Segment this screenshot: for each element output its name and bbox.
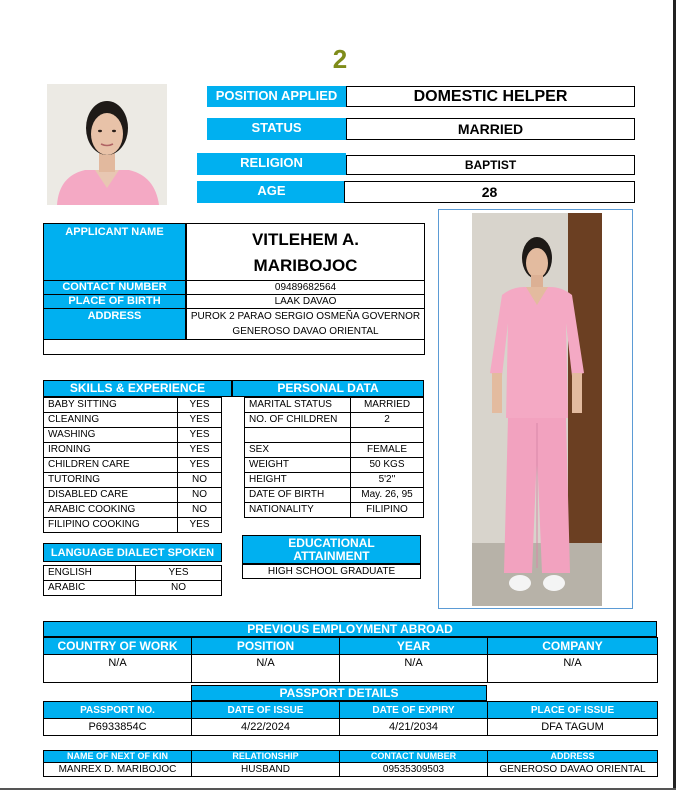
skill-name: WASHING — [44, 428, 178, 443]
employment-header — [44, 638, 658, 655]
kin-header-cell: RELATIONSHIP — [192, 751, 340, 763]
language-title: LANGUAGE DIALECT SPOKEN — [43, 543, 222, 562]
candidate-number: 2 — [332, 44, 348, 74]
employment-row-cell: N/A — [488, 655, 658, 683]
personal-field: DATE OF BIRTH — [245, 488, 351, 503]
address-label: ADDRESS — [43, 308, 186, 340]
employment-row-cell: N/A — [44, 655, 192, 683]
skill-name: DISABLED CARE — [44, 488, 178, 503]
skill-row — [44, 443, 222, 458]
personal-data-table — [244, 397, 424, 518]
personal-row — [245, 488, 424, 503]
age-value: 28 — [344, 181, 635, 203]
personal-field: NATIONALITY — [245, 503, 351, 518]
skills-title: SKILLS & EXPERIENCE — [43, 380, 232, 397]
personal-value: FILIPINO — [351, 503, 424, 518]
employment-row — [44, 655, 658, 683]
passport-row-cell: 4/22/2024 — [192, 719, 340, 736]
skill-value: YES — [178, 443, 222, 458]
language-value: NO — [136, 581, 222, 596]
skill-name: FILIPINO COOKING — [44, 518, 178, 533]
skill-value: YES — [178, 398, 222, 413]
employment-header-cell: COMPANY — [488, 638, 658, 655]
address-line2: GENEROSO DAVAO ORIENTAL — [232, 326, 379, 337]
personal-row — [245, 413, 424, 428]
personal-value: 50 KGS — [351, 458, 424, 473]
skill-name: CLEANING — [44, 413, 178, 428]
personal-value: MARRIED — [351, 398, 424, 413]
applicant-name-label: APPLICANT NAME — [65, 226, 164, 238]
place-of-birth-value: LAAK DAVAO — [186, 294, 425, 309]
address-value — [186, 308, 425, 340]
kin-row-cell: 09535309503 — [340, 763, 488, 777]
language-name: ENGLISH — [44, 566, 136, 581]
employment-table — [43, 637, 658, 683]
personal-row — [245, 503, 424, 518]
skill-name: TUTORING — [44, 473, 178, 488]
passport-header — [44, 702, 658, 719]
skill-row — [44, 398, 222, 413]
kin-header-cell: ADDRESS — [488, 751, 658, 763]
personal-row — [245, 443, 424, 458]
contact-number-label: CONTACT NUMBER — [43, 280, 186, 295]
employment-header-cell: YEAR — [340, 638, 488, 655]
personal-field: MARITAL STATUS — [245, 398, 351, 413]
kin-header-cell: NAME OF NEXT OF KIN — [44, 751, 192, 763]
personal-row — [245, 398, 424, 413]
personal-data-title: PERSONAL DATA — [232, 380, 424, 397]
passport-table — [43, 701, 658, 736]
personal-field: WEIGHT — [245, 458, 351, 473]
skill-name: BABY SITTING — [44, 398, 178, 413]
applicant-name-line2: MARIBOJOC — [253, 256, 358, 275]
skill-value: NO — [178, 473, 222, 488]
full-body-photo-frame — [438, 209, 633, 609]
skill-value: NO — [178, 488, 222, 503]
passport-header-cell: PLACE OF ISSUE — [488, 702, 658, 719]
personal-field: SEX — [245, 443, 351, 458]
skill-value: YES — [178, 518, 222, 533]
personal-value: May. 26, 95 — [351, 488, 424, 503]
kin-row-cell: MANREX D. MARIBOJOC — [44, 763, 192, 777]
kin-row-cell: HUSBAND — [192, 763, 340, 777]
language-row — [44, 581, 222, 596]
skill-value: YES — [178, 413, 222, 428]
language-value: YES — [136, 566, 222, 581]
skill-name: CHILDREN CARE — [44, 458, 178, 473]
full-body-photo — [472, 213, 602, 606]
status-value: MARRIED — [346, 118, 635, 140]
position-applied-label: POSITION APPLIED — [207, 86, 346, 107]
language-table — [43, 565, 222, 596]
skill-row — [44, 503, 222, 518]
personal-row — [245, 473, 424, 488]
education-value: HIGH SCHOOL GRADUATE — [242, 564, 421, 579]
personal-value: 5'2'' — [351, 473, 424, 488]
education-title — [242, 535, 421, 564]
skill-row — [44, 458, 222, 473]
employment-header-cell: COUNTRY OF WORK — [44, 638, 192, 655]
skills-table — [43, 397, 222, 533]
passport-header-cell: DATE OF ISSUE — [192, 702, 340, 719]
passport-row-cell: DFA TAGUM — [488, 719, 658, 736]
skill-value: YES — [178, 428, 222, 443]
applicant-blank-row — [43, 339, 425, 355]
position-applied-value: DOMESTIC HELPER — [346, 86, 635, 107]
kin-header — [44, 751, 658, 763]
skill-name: ARABIC COOKING — [44, 503, 178, 518]
kin-row-cell: GENEROSO DAVAO ORIENTAL — [488, 763, 658, 777]
education-title-line2: ATTAINMENT — [293, 549, 370, 563]
skill-value: YES — [178, 458, 222, 473]
personal-field — [245, 428, 351, 443]
skill-value: NO — [178, 503, 222, 518]
applicant-name-line1: VITLEHEM A. — [251, 230, 360, 249]
skill-row — [44, 473, 222, 488]
passport-title: PASSPORT DETAILS — [191, 685, 487, 701]
address-line1: PUROK 2 PARAO SERGIO OSMEÑA GOVERNOR — [190, 311, 421, 322]
employment-title: PREVIOUS EMPLOYMENT ABROAD — [43, 621, 657, 637]
education-title-line1: EDUCATIONAL — [288, 536, 375, 550]
contact-number-value: 09489682564 — [186, 280, 425, 295]
personal-field: HEIGHT — [245, 473, 351, 488]
skill-row — [44, 518, 222, 533]
applicant-name-label-cell — [43, 223, 186, 281]
kin-row — [44, 763, 658, 777]
kin-header-cell: CONTACT NUMBER — [340, 751, 488, 763]
passport-header-cell: DATE OF EXPIRY — [340, 702, 488, 719]
applicant-name-cell — [186, 223, 425, 281]
personal-row — [245, 428, 424, 443]
place-of-birth-label: PLACE OF BIRTH — [43, 294, 186, 309]
passport-row-cell: 4/21/2034 — [340, 719, 488, 736]
skill-row — [44, 413, 222, 428]
personal-field: NO. OF CHILDREN — [245, 413, 351, 428]
skill-name: IRONING — [44, 443, 178, 458]
personal-value: FEMALE — [351, 443, 424, 458]
age-label: AGE — [197, 181, 346, 203]
skill-row — [44, 428, 222, 443]
personal-value: 2 — [351, 413, 424, 428]
next-of-kin-table — [43, 750, 658, 777]
language-name: ARABIC — [44, 581, 136, 596]
religion-label: RELIGION — [197, 153, 346, 175]
passport-header-cell: PASSPORT NO. — [44, 702, 192, 719]
skill-row — [44, 488, 222, 503]
employment-header-cell: POSITION — [192, 638, 340, 655]
personal-row — [245, 458, 424, 473]
passport-row-cell: P6933854C — [44, 719, 192, 736]
status-label: STATUS — [207, 118, 346, 140]
employment-row-cell: N/A — [192, 655, 340, 683]
personal-value — [351, 428, 424, 443]
headshot-photo — [47, 84, 167, 205]
religion-value: BAPTIST — [346, 155, 635, 175]
passport-row — [44, 719, 658, 736]
language-row — [44, 566, 222, 581]
employment-row-cell: N/A — [340, 655, 488, 683]
